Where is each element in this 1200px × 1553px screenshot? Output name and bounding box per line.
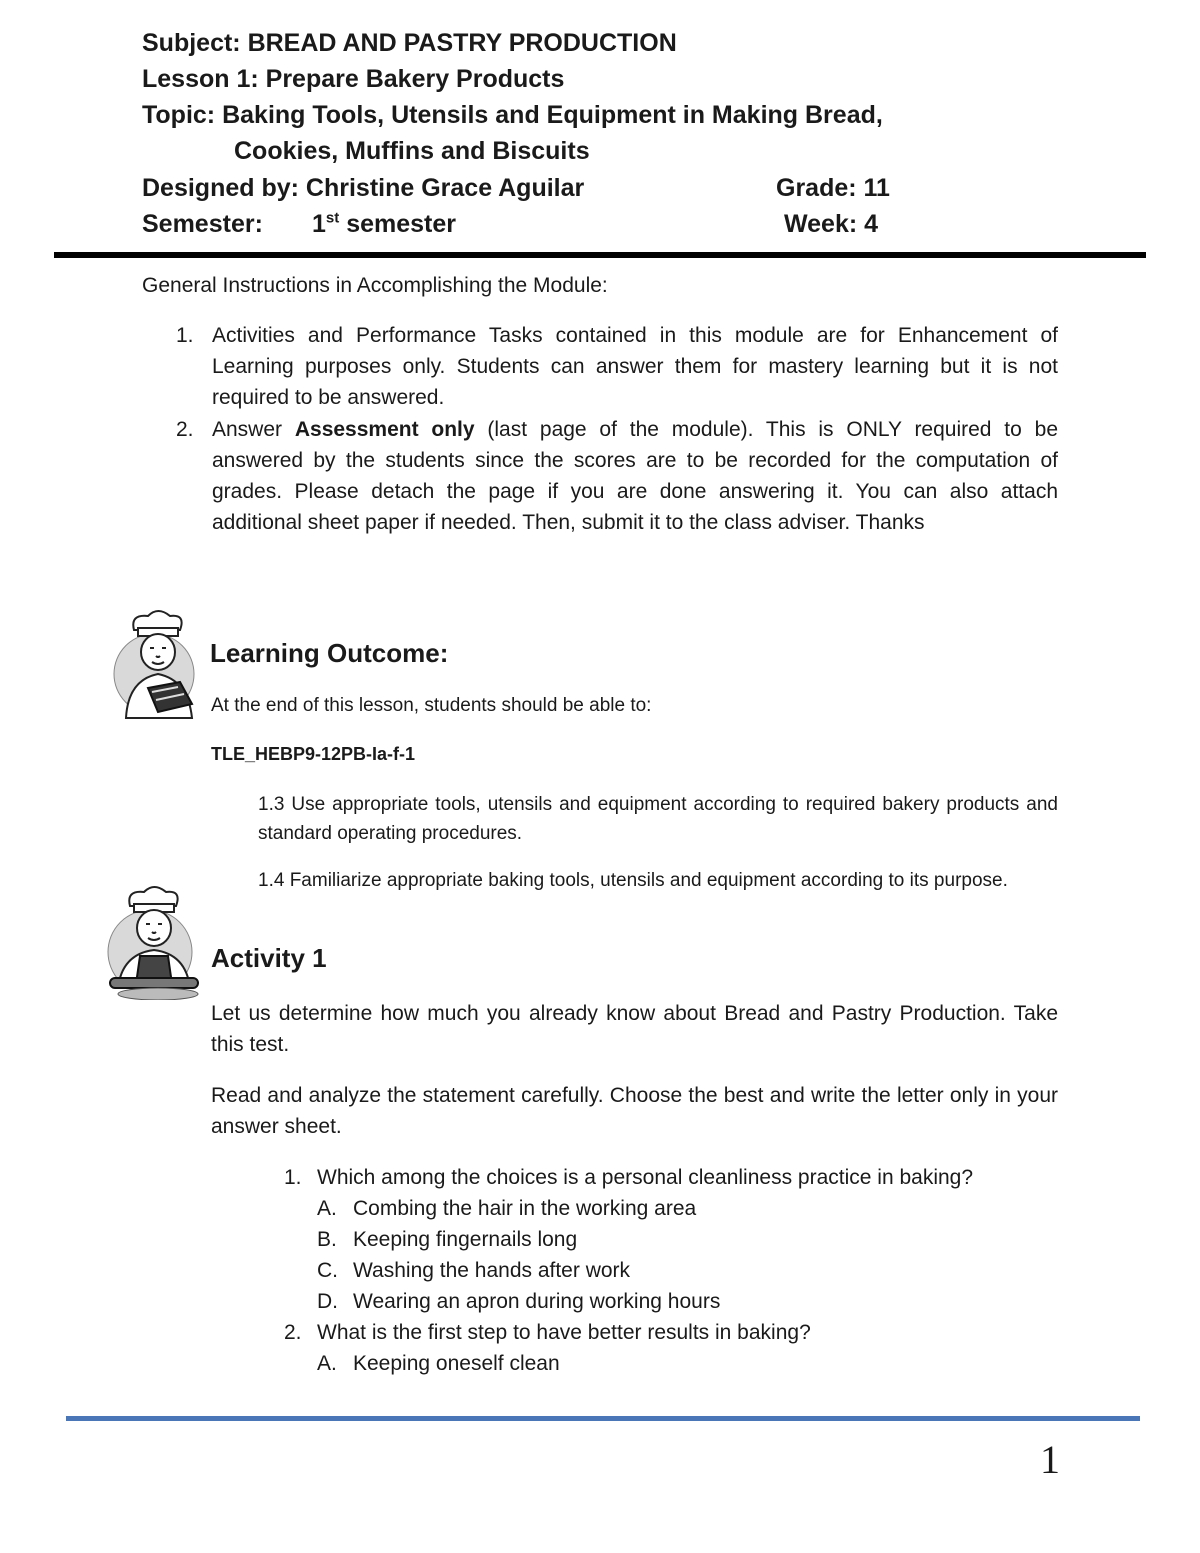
choice-list bbox=[317, 1193, 1074, 1317]
question-stem bbox=[284, 1162, 1074, 1193]
question-number: 2. bbox=[284, 1321, 302, 1344]
choice-letter: D. bbox=[317, 1290, 338, 1313]
choice-text: Wearing an apron during working hours bbox=[353, 1290, 721, 1313]
instruction-number: 1. bbox=[176, 324, 194, 347]
question-stem bbox=[284, 1317, 1074, 1348]
question-item bbox=[284, 1162, 1074, 1317]
choice-letter: A. bbox=[317, 1352, 337, 1375]
instruction-number: 2. bbox=[176, 418, 194, 441]
instruction-item-2 bbox=[176, 414, 1058, 538]
activity-paragraph-1: Let us determine how much you already know about Bread and Pastry Production. Take this test. bbox=[211, 1002, 1058, 1056]
instruction-text bbox=[212, 414, 1058, 538]
choice-letter: B. bbox=[317, 1228, 337, 1251]
header-divider bbox=[54, 252, 1146, 258]
outcome-item-1-4: 1.4 Familiarize appropriate baking tools, utensils and equipment according to its purpose. bbox=[258, 870, 1008, 891]
choice-item bbox=[317, 1193, 1074, 1224]
instruction-item-1 bbox=[176, 320, 1058, 413]
choice-text: Washing the hands after work bbox=[353, 1259, 631, 1282]
instructions-title: General Instructions in Accomplishing the Module: bbox=[142, 274, 608, 297]
learning-outcome-intro: At the end of this lesson, students should be able to: bbox=[211, 695, 652, 716]
footer-divider bbox=[66, 1416, 1140, 1421]
choice-letter: C. bbox=[317, 1259, 338, 1282]
question-item bbox=[284, 1317, 1074, 1379]
chef-reading-icon bbox=[108, 608, 208, 720]
question-text: What is the first step to have better results in baking? bbox=[317, 1321, 811, 1344]
outcome-item-1-3: 1.3 Use appropriate tools, utensils and equipment according to required bakery products and standard operating procedures. bbox=[258, 794, 1058, 844]
learning-outcome-heading: Learning Outcome: bbox=[210, 638, 449, 668]
choice-item bbox=[317, 1255, 1074, 1286]
instruction-text: Activities and Performance Tasks contained in this module are for Enhancement of Learning purposes only. Students can answer them for mastery learning but it is not required to be answered. bbox=[212, 324, 1058, 409]
topic-line-2: Cookies, Muffins and Biscuits bbox=[234, 137, 590, 165]
week: Week: 4 bbox=[784, 210, 879, 238]
instruction-text-bold: Assessment only bbox=[294, 418, 475, 441]
semester-label: Semester: bbox=[142, 210, 263, 238]
grade: Grade: 11 bbox=[776, 174, 890, 202]
choice-item bbox=[317, 1224, 1074, 1255]
choice-text: Combing the hair in the working area bbox=[353, 1197, 697, 1220]
choice-item bbox=[317, 1286, 1074, 1317]
semester-number: 1 bbox=[312, 210, 326, 238]
activity-paragraph-2: Read and analyze the statement carefully. Choose the best and write the letter only in your answer sheet. bbox=[211, 1084, 1058, 1138]
instruction-text-pre: Answer bbox=[212, 418, 295, 441]
choice-text: Keeping oneself clean bbox=[353, 1352, 560, 1375]
choice-list bbox=[317, 1348, 1074, 1379]
chef-baking-icon bbox=[102, 884, 206, 1000]
topic-line-1: Topic: Baking Tools, Utensils and Equipment in Making Bread, bbox=[142, 101, 883, 129]
lesson-line: Lesson 1: Prepare Bakery Products bbox=[142, 65, 565, 93]
choice-letter: A. bbox=[317, 1197, 337, 1220]
choice-text: Keeping fingernails long bbox=[353, 1228, 578, 1251]
question-text: Which among the choices is a personal cleanliness practice in baking? bbox=[317, 1166, 974, 1189]
question-number: 1. bbox=[284, 1166, 302, 1189]
semester-word: semester bbox=[346, 210, 457, 238]
semester-value bbox=[312, 206, 456, 242]
choice-item bbox=[317, 1348, 1074, 1379]
subject-line: Subject: BREAD AND PASTRY PRODUCTION bbox=[142, 29, 677, 57]
designed-by: Designed by: Christine Grace Aguilar bbox=[142, 174, 585, 202]
semester-superscript: st bbox=[325, 209, 340, 227]
competency-code: TLE_HEBP9-12PB-Ia-f-1 bbox=[211, 744, 416, 764]
question-list bbox=[284, 1162, 1074, 1379]
page-number: 1 bbox=[1040, 1437, 1060, 1482]
instruction-text-post: (last page of the module). This is ONLY required to be answered by the students since the scores are to be recorded for the computation of grades. Please detach the page if you are done answering it. You can also attach additional sheet paper if needed. Then, submit it to the class adviser. Thanks bbox=[212, 418, 1058, 534]
activity-heading: Activity 1 bbox=[211, 943, 327, 973]
